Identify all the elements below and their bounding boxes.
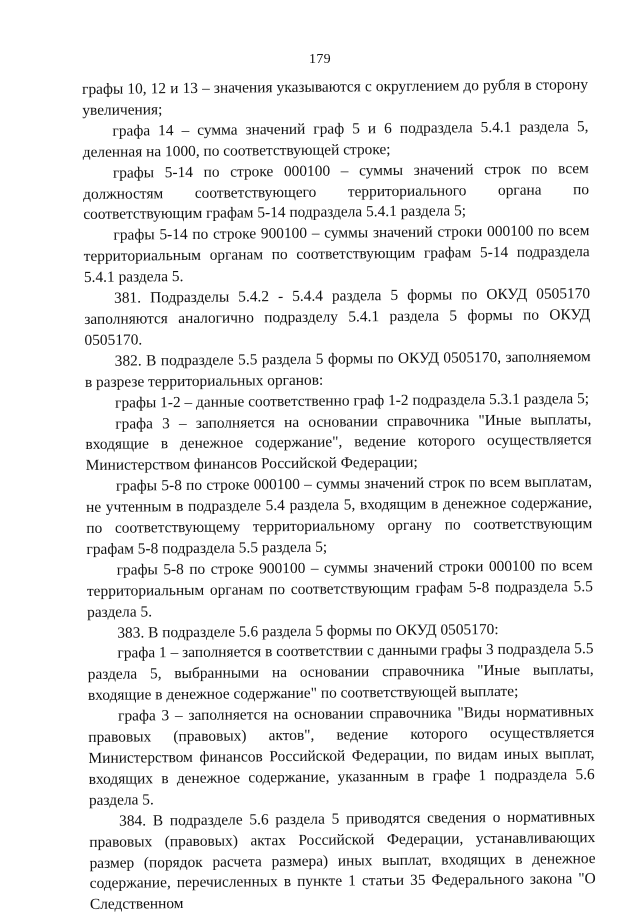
- paragraph: 381. Подразделы 5.4.2 - 5.4.4 раздела 5 формы по ОКУД 0505170 заполняются аналогично подразделу 5.4.1 раздела 5 формы по ОКУД 0505170.: [84, 285, 591, 349]
- paragraph: 384. В подразделе 5.6 раздела 5 приводятся сведения о нормативных правовых (правовых) актах Российской Федерации, устанавливающих размер (порядок расчета размера) иных выплат, входящих в денежное содержание, перечисленных в пункте 1 статьи 35 Федерального закона "О Следственном: [89, 807, 596, 914]
- paragraph: 382. В подразделе 5.5 раздела 5 формы по ОКУД 0505170, заполняемом в разрезе территориальных органов:: [84, 347, 591, 391]
- document-body: [82, 75, 596, 916]
- paragraph: графа 3 – заполняется на основании справочника "Иные выплаты, входящие в денежное содержание", ведение которого осуществляется Министерством финансов Российской Федерации;: [85, 410, 592, 475]
- paragraph: графы 10, 12 и 13 – значения указываются с округлением до рубля в сторону увеличения;: [82, 76, 589, 119]
- paragraph: графы 5-14 по строке 000100 – суммы значений строк по всем должностям соответствующего территориального органа по соответствующим графам 5-14 подраздела 5.4.1 раздела 5;: [83, 159, 590, 224]
- page-number: 179: [309, 52, 331, 67]
- paragraph: графы 5-8 по строке 000100 – суммы значений строк по всем выплатам, не учтенным в подразделе 5.4 раздела 5, входящим в денежное содержание, по соответствующему территориальному органу по соответствующим графам 5-8 подраздела 5.5 раздела 5;: [86, 473, 593, 558]
- paragraph: графы 5-14 по строке 900100 – суммы значений строки 000100 по всем территориальным органам по соответствующим графам 5-14 подраздела 5.4.1 раздела 5.: [83, 222, 590, 287]
- paragraph: графа 1 – заполняется в соответствии с данными графы 3 подраздела 5.5 раздела 5, выбранными на основании справочника "Иные выплаты, входящие в денежное содержание" по соответствующей выплате;: [87, 640, 594, 705]
- paragraph: графы 1-2 – данные соответственно граф 1-2 подраздела 5.3.1 раздела 5;: [115, 389, 590, 412]
- paragraph: графы 5-8 по строке 900100 – суммы значений строки 000100 по всем территориальным органам по соответствующим графам 5-8 подраздела 5.5 раздела 5.: [86, 556, 593, 621]
- paragraph: 383. В подразделе 5.6 раздела 5 формы по ОКУД 0505170:: [117, 620, 499, 642]
- paragraph: графа 14 – сумма значений граф 5 и 6 подраздела 5.4.1 раздела 5, деленная на 1000, по соответствующей строке;: [82, 117, 589, 161]
- paragraph: графа 3 – заполняется на основании справочника "Виды нормативных правовых (правовых) актов", ведение которого осуществляется Министерством финансов Российской Федерации, по видам иных выплат, входящих в денежное содержание, указанным в графе 1 подраздела 5.6 раздела 5.: [88, 703, 595, 809]
